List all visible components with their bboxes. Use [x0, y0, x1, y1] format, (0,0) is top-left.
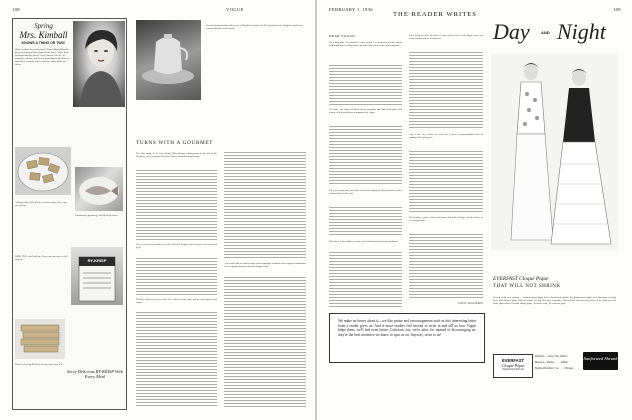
two-women-illustration — [491, 54, 618, 250]
letter-text-col2-c — [409, 234, 483, 298]
ad-intro: Spring — [34, 22, 53, 30]
article-body-3: We have discovered a new tribe. It is called a fruity mull, and we came upon it last winter. — [136, 298, 217, 305]
section-title: THE READER WRITES — [393, 11, 477, 18]
logo-top: EVERFAST — [501, 358, 525, 363]
everfast-logo-box — [493, 354, 533, 378]
article-body-2: One of our own favourites was the Colonel's delight, and everyone was enchanted by it. — [136, 243, 217, 250]
letter-text-col2-a — [409, 52, 483, 130]
ad-copy: Newest of the new cottons — printed cloqué pique that is Sanforized-shrunk. For glamourous nights wear this pique evening dress with tailored pique jacket in white; for day, this same ensemble with its floral short-sleeved jacket of the print over the white sports dress. Everfast cloqué pique, 36 inches wide, 89 cents the yard. — [493, 296, 616, 306]
article-text-column-1b — [136, 258, 217, 296]
gourmet-photo-caption: Pot and biscuits bottles side on an old English roasted cart. The inspiration of a Stafford sample and among with beer each exactly. — [206, 24, 303, 31]
letter-text-col1-d — [329, 252, 402, 308]
fashion-figures — [491, 54, 618, 250]
maker-3: Bertha Woodford, Inc. . . . Chicago — [535, 367, 574, 370]
cracker-plate-photo — [15, 147, 71, 195]
sanforized-text: Sanforized Shrunk — [583, 356, 618, 361]
letter-body-5: For a facial or a chic hair-dress, it has a drawn 'Do we ask Vogue' tested out on the bucket with or a hair-dress. — [409, 34, 483, 41]
editor-callout — [329, 313, 485, 363]
woman-portrait — [73, 21, 125, 107]
article-text-column-1 — [136, 170, 217, 240]
logo-sub: Sanforized-Shrunk — [502, 368, 524, 371]
fish-dish-photo — [75, 167, 123, 211]
package-illustration — [71, 247, 123, 305]
ad-day-heading — [491, 18, 618, 56]
package-label: RY-KRISP — [87, 258, 107, 263]
letter-salutation: DEAR VOGUE: — [329, 34, 357, 38]
letter-body-4: Then there is the millions set our own technical and economic problems. — [329, 240, 399, 243]
caption-box: HERE IT IS, with Ry-Krisp. Every one you serve is full of flavor. — [15, 255, 68, 262]
tea-service-illustration — [136, 20, 201, 100]
ad-headline-1: EVERFAST Cloqué Pique — [493, 276, 549, 282]
running-date: FEBRUARY 1, 1936 — [329, 7, 373, 12]
letter-text-col1-b — [329, 126, 402, 186]
article-text-column-2b — [224, 277, 306, 408]
right-page — [317, 0, 632, 420]
maker-2: Bloomer—Nahrer . . . . Dallas — [535, 361, 568, 364]
left-page — [0, 0, 315, 420]
callout-text: We make no bones about it—we like praise and encouragement such as this interesting letter from a reader gives us. And if more readers feel moved to write in and tell us how Vogue helps them, we'll feel even better. Criticism, too, we're after, for instead of discouraging us, they're the best incentive we know to spur us on. Anyway, write to us! — [338, 319, 476, 337]
cracker-stack-illustration — [15, 319, 65, 359]
ad-day: Day — [493, 19, 530, 44]
ad-headline-2: THAT WILL NOT SHRINK — [493, 284, 561, 289]
rykrisp-ad — [12, 18, 127, 410]
fish-illustration — [75, 167, 123, 211]
ad-signature: Serve Delicious RY-KRISP With Every Meal — [67, 369, 123, 380]
cracker-plate-illustration — [15, 147, 71, 195]
letter-text-col1-a — [329, 65, 402, 105]
caption-bottom: Clara's choosing Ry-Krisp to every fine meal she... — [15, 363, 64, 366]
letter-body-7: Dear Jordan, a prior, a deep and shorter last wall of Vogue, but the chosen as we entrepreneurs. — [409, 216, 483, 223]
everfast-ad — [489, 18, 620, 410]
ad-tagline: KNOWS A THING OR TWO! — [21, 41, 66, 45]
package-photo — [71, 247, 123, 305]
logo-mid: Cloqué Pique — [501, 363, 525, 368]
letter-text-col2-b — [409, 151, 483, 213]
running-header-left: VOGUE — [226, 7, 244, 12]
page-number-right: 109 — [613, 7, 621, 12]
sanforized-badge — [583, 352, 618, 370]
page-number-left: 108 — [12, 7, 20, 12]
letter-body-2: Of course, my shop in Florida shows promptly and with swift pride, and feature well your chosen as supported by Vogue. — [329, 108, 402, 115]
gourmet-photo — [136, 20, 201, 100]
article-title: TURNS WITH A GOURMET — [136, 140, 214, 146]
ad-and: AND — [541, 30, 550, 35]
letter-body-1: For a long time, I've wanted to write to you. I've wanted to tell the editors on through letter writing what a pleasure it has been to use your magazine. — [329, 41, 402, 48]
portrait-illustration — [73, 21, 125, 107]
cracker-stack-photo — [15, 319, 65, 359]
letter-body-3: Then, you must last year's blue wool frock changed to this smartness with a contrast twist in the scarf. — [329, 189, 402, 196]
letter-signoff: NAN HOLBEN — [458, 301, 483, 305]
letter-text-col1-c — [329, 207, 402, 237]
maker-1: DeFinne — New York, Moore — [535, 355, 568, 358]
article-text-column-2 — [224, 152, 306, 260]
article-body-1: The other night, as we were dining, Billy having a dining-room to the side of the Fireplace, and we prepared Flowers with a rich garlic-tinged soup. — [136, 152, 217, 159]
caption-fish: Wholesome, appetizing, with Ry-Krisp toast. — [75, 214, 118, 217]
letter-body-6: And of the new closure in town has a better recommendation than an employed French grocer. — [409, 133, 483, 140]
article-text-column-1c — [136, 312, 217, 408]
ad-body: When it comes to serving food, Clarissa Kimball has the trick of pleasing all the people all the time! "I give them Ry-Krisp and they loved," says Clarissa. You see, it's actually so all fine, and there's something really different about these crunchy wafers with the toasty whole-rye flavor. — [15, 48, 70, 67]
ad-night: Night — [557, 19, 606, 44]
article-body-4: A new tribe that we had recently with champagne cocktails was a superb combination of fresh grapefruit juice and soft chopped fruit. — [224, 262, 306, 269]
caption-plate: A dainty plate of Ry-Krisp is a foil to many. Every one you choose. — [15, 201, 67, 208]
ad-name: Mrs. Kimball — [19, 30, 68, 40]
